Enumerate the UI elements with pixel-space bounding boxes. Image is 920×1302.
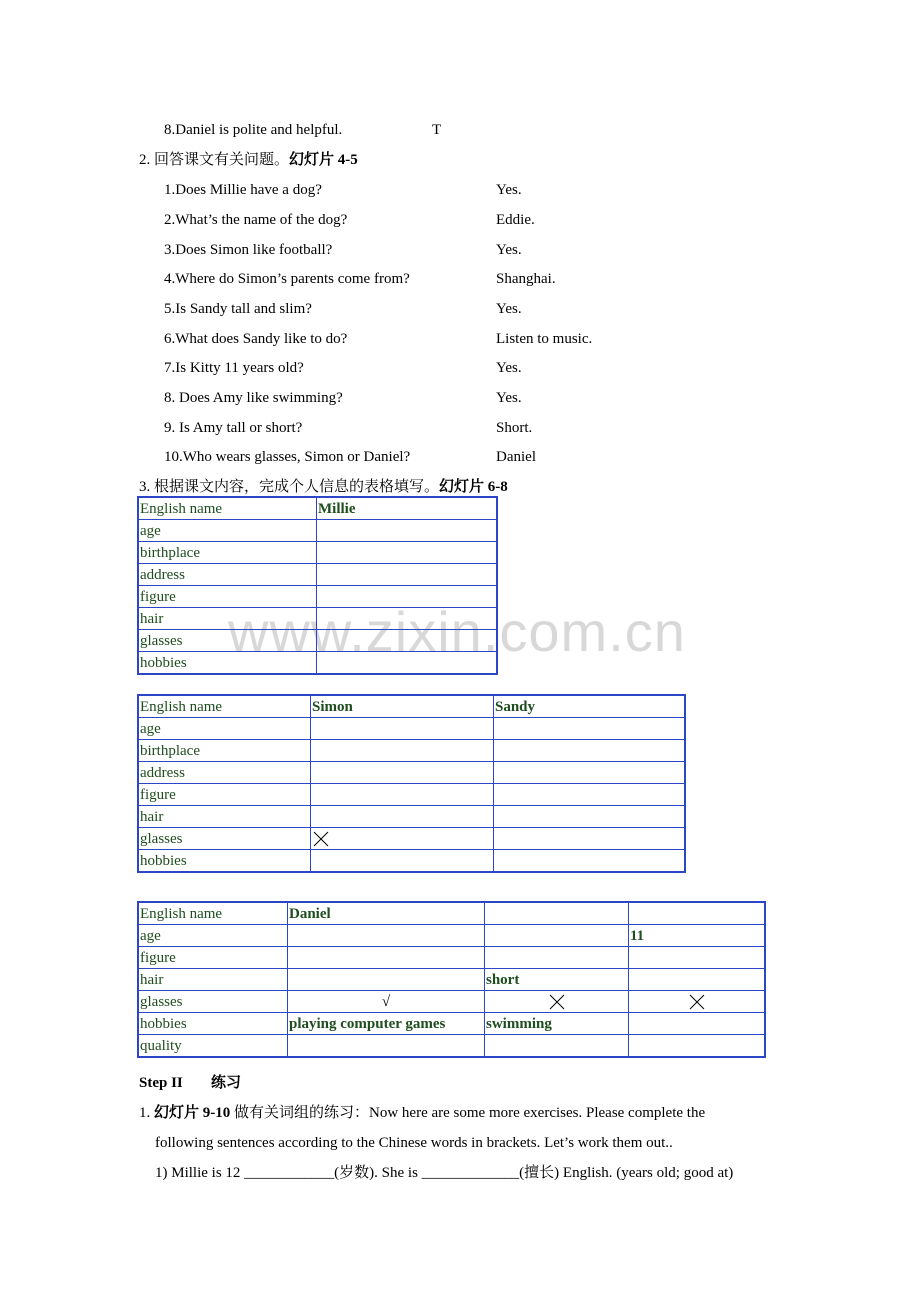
table-row <box>138 991 765 1013</box>
question-9: 9. Is Amy tall or short? <box>164 420 303 436</box>
answer-4: Shanghai. <box>496 271 556 287</box>
exercise-1-sentence-1: 1) Millie is 12 ____________(岁数). She is _____________(擅长) English. (years old; good at) <box>155 1165 734 1181</box>
table-row <box>138 850 685 873</box>
table-row <box>138 806 685 828</box>
row-label: hobbies <box>138 850 311 873</box>
table-cell[interactable] <box>629 1035 766 1058</box>
table-header-cell: Simon <box>311 695 494 718</box>
blank-cell[interactable] <box>494 718 686 740</box>
table-cell[interactable] <box>485 1035 629 1058</box>
question-10: 10.Who wears glasses, Simon or Daniel? <box>164 449 411 465</box>
cross-mark-icon <box>688 993 706 1011</box>
millie-info-table <box>137 496 498 675</box>
table-cell[interactable] <box>485 925 629 947</box>
question-5: 5.Is Sandy tall and slim? <box>164 301 312 317</box>
table-row <box>138 784 685 806</box>
answer-3: Yes. <box>496 242 522 258</box>
table-header-cell: Daniel <box>288 902 485 925</box>
blank-cell[interactable] <box>494 850 686 873</box>
blank-cell[interactable] <box>317 608 498 630</box>
glasses-cell[interactable] <box>485 991 629 1013</box>
blank-cell[interactable] <box>317 586 498 608</box>
table-row <box>138 762 685 784</box>
table-cell[interactable] <box>288 1035 485 1058</box>
answer-9: Short. <box>496 420 533 436</box>
answer-2: Eddie. <box>496 212 535 228</box>
answer-6: Listen to music. <box>496 331 593 347</box>
answer-7: Yes. <box>496 360 522 376</box>
exercise-1-line-1: 1. 幻灯片 9-10 做有关词组的练习：Now here are some more exercises. Please complete the <box>139 1105 706 1121</box>
question-6: 6.What does Sandy like to do? <box>164 331 348 347</box>
row-label: age <box>138 925 288 947</box>
blank-cell[interactable] <box>317 520 498 542</box>
table-header-cell: Sandy <box>494 695 686 718</box>
table-row <box>138 497 497 520</box>
blank-cell[interactable] <box>494 784 686 806</box>
table-cell[interactable]: swimming <box>485 1013 629 1035</box>
section-3-heading: 3. 根据课文内容，完成个人信息的表格填写。幻灯片 6-8 <box>139 479 508 495</box>
row-label: glasses <box>138 828 311 850</box>
table-cell[interactable] <box>629 969 766 991</box>
row-label: glasses <box>138 630 317 652</box>
step-2-title: 练习 <box>211 1075 242 1091</box>
blank-cell[interactable] <box>317 542 498 564</box>
blank-cell[interactable] <box>311 718 494 740</box>
table-row <box>138 564 497 586</box>
row-label: hair <box>138 608 317 630</box>
table-cell[interactable]: short <box>485 969 629 991</box>
glasses-cell[interactable] <box>629 991 766 1013</box>
table-row <box>138 925 765 947</box>
table-row <box>138 718 685 740</box>
step-2-label: Step II <box>139 1075 183 1091</box>
row-label: hair <box>138 969 288 991</box>
table-row <box>138 1013 765 1035</box>
table-cell[interactable] <box>629 1013 766 1035</box>
table-cell[interactable] <box>629 947 766 969</box>
row-label: hair <box>138 806 311 828</box>
row-label: figure <box>138 586 317 608</box>
row-label: address <box>138 564 317 586</box>
row-label: age <box>138 718 311 740</box>
blank-cell[interactable] <box>311 762 494 784</box>
blank-cell[interactable] <box>311 740 494 762</box>
table-row <box>138 828 685 850</box>
row-label: address <box>138 762 311 784</box>
daniel-info-table <box>137 901 766 1058</box>
statement-8-answer: T <box>432 122 442 138</box>
blank-cell[interactable] <box>494 740 686 762</box>
watermark: www.zixin.com.cn <box>228 600 686 663</box>
cross-mark-icon <box>312 830 330 848</box>
row-label: age <box>138 520 317 542</box>
cross-mark-icon <box>548 993 566 1011</box>
question-2: 2.What’s the name of the dog? <box>164 212 348 228</box>
row-label: hobbies <box>138 1013 288 1035</box>
row-label: birthplace <box>138 542 317 564</box>
table-cell[interactable] <box>288 947 485 969</box>
blank-cell[interactable] <box>494 828 686 850</box>
row-label: quality <box>138 1035 288 1058</box>
blank-cell[interactable] <box>311 850 494 873</box>
question-8: 8. Does Amy like swimming? <box>164 390 343 406</box>
question-7: 7.Is Kitty 11 years old? <box>164 360 304 376</box>
table-row <box>138 1035 765 1058</box>
table-header-cell: Millie <box>317 497 498 520</box>
question-1: 1.Does Millie have a dog? <box>164 182 322 198</box>
table-row <box>138 902 765 925</box>
table-header-cell: English name <box>138 902 288 925</box>
table-row <box>138 969 765 991</box>
row-label: glasses <box>138 991 288 1013</box>
statement-8: 8.Daniel is polite and helpful. <box>164 122 343 138</box>
blank-cell[interactable] <box>494 762 686 784</box>
table-row <box>138 608 497 630</box>
table-cell[interactable] <box>288 969 485 991</box>
question-3: 3.Does Simon like football? <box>164 242 333 258</box>
row-label: figure <box>138 784 311 806</box>
table-row <box>138 630 497 652</box>
table-row <box>138 586 497 608</box>
table-cell[interactable]: playing computer games <box>288 1013 485 1035</box>
table-header-cell: English name <box>138 497 317 520</box>
blank-cell[interactable] <box>494 806 686 828</box>
table-row <box>138 542 497 564</box>
blank-cell[interactable] <box>317 630 498 652</box>
table-cell[interactable] <box>485 947 629 969</box>
row-label: birthplace <box>138 740 311 762</box>
answer-5: Yes. <box>496 301 522 317</box>
blank-cell[interactable] <box>317 564 498 586</box>
simon-sandy-info-table <box>137 694 686 873</box>
row-label: figure <box>138 947 288 969</box>
exercise-1-line-2: following sentences according to the Chinese words in brackets. Let’s work them out.. <box>155 1135 673 1151</box>
table-row <box>138 695 685 718</box>
blank-cell[interactable] <box>317 652 498 675</box>
blank-cell[interactable] <box>311 784 494 806</box>
section-2-heading: 2. 回答课文有关问题。幻灯片 4-5 <box>139 152 358 168</box>
table-row <box>138 740 685 762</box>
check-mark-cell[interactable]: √ <box>288 991 485 1013</box>
question-4: 4.Where do Simon’s parents come from? <box>164 271 410 287</box>
table-header-cell: English name <box>138 695 311 718</box>
table-cell[interactable]: 11 <box>629 925 766 947</box>
answer-10: Daniel <box>496 449 536 465</box>
table-header-cell <box>485 902 629 925</box>
table-row <box>138 652 497 675</box>
glasses-cell[interactable] <box>311 828 494 850</box>
answer-1: Yes. <box>496 182 522 198</box>
table-row <box>138 520 497 542</box>
table-header-cell <box>629 902 766 925</box>
row-label: hobbies <box>138 652 317 675</box>
blank-cell[interactable] <box>311 806 494 828</box>
table-row <box>138 947 765 969</box>
table-cell[interactable] <box>288 925 485 947</box>
answer-8: Yes. <box>496 390 522 406</box>
